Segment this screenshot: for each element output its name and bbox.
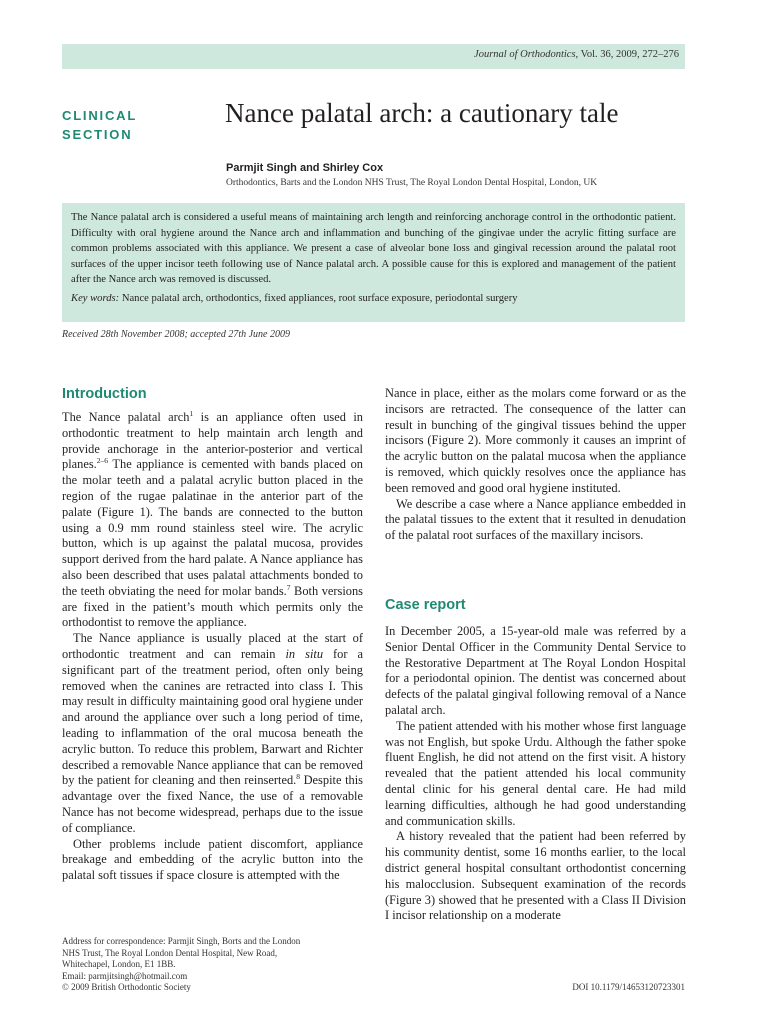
intro-paragraph-3: Other problems include patient discomfort, appliance breakage and embedding of the acrylic button into the palatal soft tissues if space closure is attempted with the [62, 836, 363, 883]
citation-ref[interactable]: 8 [296, 772, 300, 782]
footnote-line: Whitechapel, London, E1 1BB. [62, 959, 176, 970]
journal-header-bar [62, 44, 685, 69]
intro-paragraph-3-continued: Nance in place, either as the molars come forward or as the incisors are retracted. The consequence of the latter can result in bunching of the gingival tissues behind the upper incisors (Figure 2). More commonly it causes an imprint of the acrylic button on the palatal mucosa when the appliance is removed, which quickly resolves once the appliance has been removed and good oral hygiene instituted. [385, 386, 686, 495]
affiliation: Orthodontics, Barts and the London NHS Trust, The Royal London Dental Hospital, London, UK [226, 178, 598, 188]
right-column-top [385, 386, 686, 544]
case-report-heading: Case report [385, 597, 466, 613]
journal-details: , Vol. 36, 2009, 272–276 [575, 49, 679, 60]
correspondence-footnote [62, 936, 362, 994]
abstract-box [62, 203, 685, 322]
keywords [71, 291, 676, 307]
case-paragraph-1: In December 2005, a 15-year-old male was referred by a Senior Dental Officer in the Community Dental Service to the Restorative Department at The Royal London Hospital for a periodontal opinion. The dentist was concerned about defects of the palatal gingival following removal of a Nance palatal arch. [385, 624, 686, 717]
intro-paragraph-1: The Nance palatal arch$^1$ is an appliance often used in orthodontic treatment to help maintain arch length and provide anchorage in the anterior-posterior and vertical planes.$^{2-6}$ The appliance is cemented with bands placed on the molar teeth and a palatal acrylic button placed in the region of the rugae palatinae in the anterior part of the palate (Figure 1). The bands are connected to the button using a 0.9 mm round stainless steel wire. The acrylic button, which is up against the palatal mucosa, provides support derived from the hard palate. A Nance appliance has also been described that uses palatal attachments bonded to the teeth obviating the need for molar bands.$^7$ Both versions are fixed in the patient’s mouth which permits only the orthodontist to remove the appliance. [62, 408, 363, 630]
abstract-text: The Nance palatal arch is considered a useful means of maintaining arch length and reinforcing anchorage control in the orthodontic patient. Difficulty with oral hygiene around the Nance arch and inflammation and bunching of the gingivae under the acrylic fitting surface are common problems associated with this appliance. We present a case of alveolar bone loss and gingival recession around the palatal root surfaces of the upper incisor teeth following use of Nance palatal arch. A possible cause for this is explored and management of the patient after the Nance arch was removed is discussed. [71, 212, 676, 286]
case-paragraph-2: The patient attended with his mother whose first language was not English, but spoke Urdu. Although the father spoke fluent English, he did not attend on the first visit. A history revealed that the patient attended his local community dental clinic for his general dental care. He had mild learning difficulties, although he had good understanding and communication skills. [385, 718, 686, 828]
section-label: CLINICAL SECTION [62, 108, 137, 142]
copyright: © 2009 British Orthodontic Society [62, 982, 191, 993]
journal-name: Journal of Orthodontics [474, 49, 576, 60]
case-paragraph-3: A history revealed that the patient had been referred by his community dentist, some 16 months earlier, to the local district general hospital consultant orthodontist concerning his malocclusion. Subsequent examination of the records (Figure 3) showed that he presented with a Class II Division I incisor relationship on a moderate [385, 829, 686, 923]
right-column-case-report [385, 624, 686, 924]
citation-ref[interactable]: 1 [189, 408, 194, 418]
keywords-label: Key words: [71, 292, 120, 304]
citation-ref[interactable]: 7 [286, 582, 291, 592]
footnote-line: Address for correspondence: Parmjit Singh, Borts and the London [62, 936, 301, 946]
article-title: Nance palatal arch: a cautionary tale [225, 98, 619, 128]
intro-paragraph-2: The Nance appliance is usually placed at the start of orthodontic treatment and can remain in situ for a significant part of the treatment period, often only being removed when the canines are retracted into class I. This may result in difficulty maintaining good oral hygiene under and around the appliance over such a long period of time, leading to inflammation of the oral mucosa beneath the acrylic button. To reduce this problem, Barwart and Richter described a removable Nance appliance that can be removed by the patient for cleaning and then reinserted.$^8$ Despite this advantage over the fixed Nance, the use of a removable Nance has not become widespread, perhaps due to the issue of compliance. [62, 631, 364, 835]
received-dates: Received 28th November 2008; accepted 27th June 2009 [62, 329, 290, 340]
left-column [62, 410, 363, 884]
authors: Parmjit Singh and Shirley Cox [226, 162, 384, 174]
intro-paragraph-4: We describe a case where a Nance appliance embedded in the palatal tissues to the extent that it resulted in denudation of the palatal root surfaces of the maxillary incisors. [385, 496, 686, 543]
citation-ref[interactable]: 2–6 [96, 456, 109, 466]
doi[interactable]: DOI 10.1179/14653120723301 [572, 982, 685, 992]
footnote-line: NHS Trust, The Royal London Dental Hospital, New Road, [62, 947, 278, 958]
introduction-heading: Introduction [62, 386, 147, 402]
journal-reference [474, 49, 679, 60]
footnote-email[interactable]: Email: parmjitsingh@hotmail.com [62, 970, 188, 981]
keywords-list: Nance palatal arch, orthodontics, fixed appliances, root surface exposure, periodontal surgery [119, 292, 518, 304]
